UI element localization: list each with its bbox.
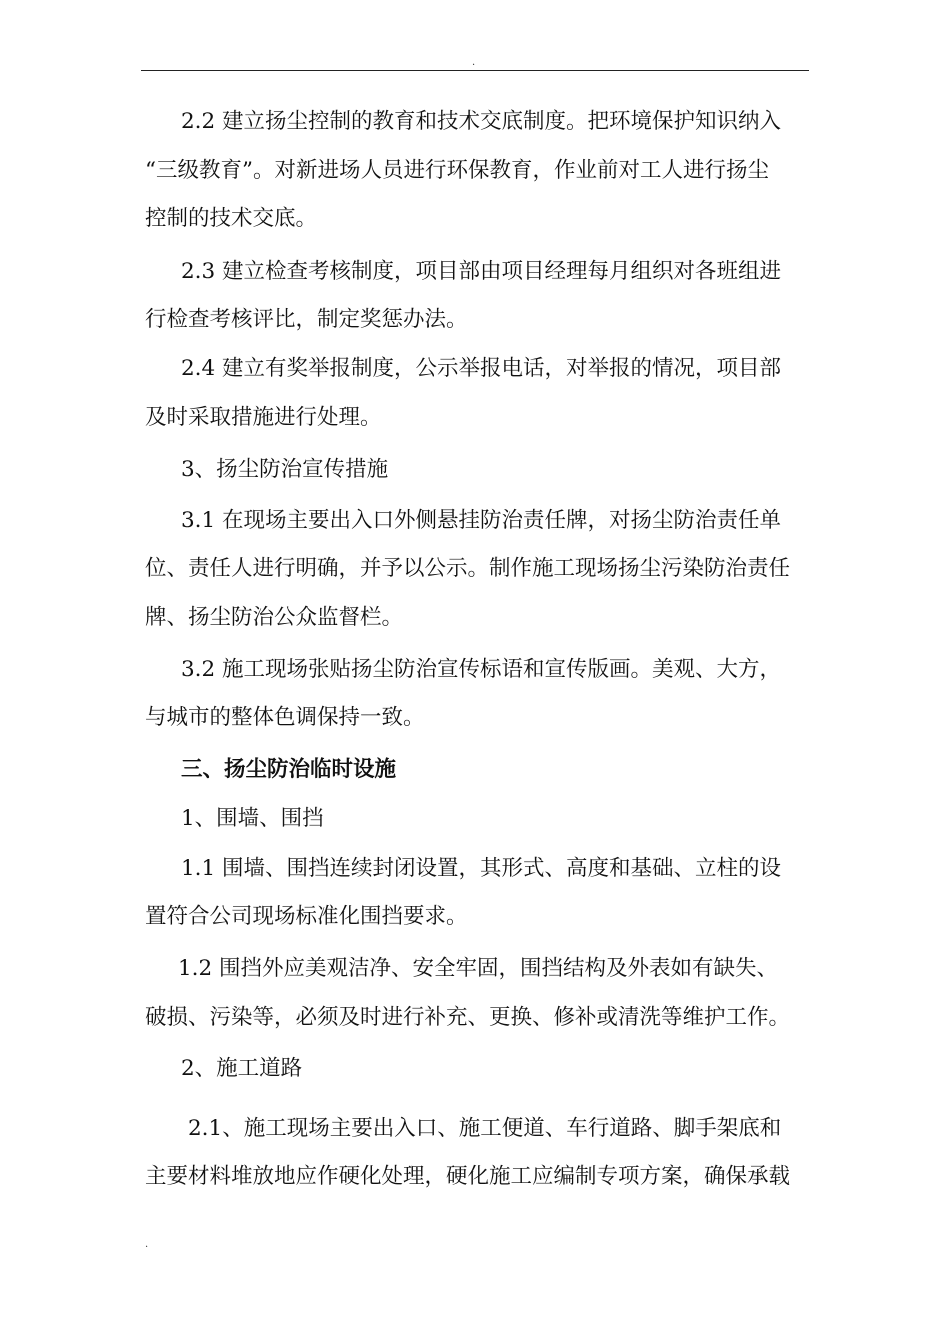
header-rule <box>141 70 809 71</box>
paragraph-2-2-line-3: 控制的技术交底。 <box>145 206 318 231</box>
paragraph-1-2-line-2: 破损、污染等，必须及时进行补充、更换、修补或清洗等维护工作。 <box>145 1005 791 1030</box>
subsection-1-heading: 1、围墙、围挡 <box>181 806 324 831</box>
paragraph-2-1-line-2: 主要材料堆放地应作硬化处理，硬化施工应编制专项方案，确保承载 <box>145 1164 791 1189</box>
paragraph-3-2-line-2: 与城市的整体色调保持一致。 <box>145 705 425 730</box>
paragraph-1-1-line-1: 1.1 围墙、围挡连续封闭设置，其形式、高度和基础、立柱的设 <box>181 856 782 881</box>
chapter-3-heading: 三、扬尘防治临时设施 <box>181 757 397 782</box>
paragraph-3-1-line-2: 位、责任人进行明确，并予以公示。制作施工现场扬尘污染防治责任 <box>145 556 791 581</box>
paragraph-2-3-line-2: 行检查考核评比，制定奖惩办法。 <box>145 307 468 332</box>
paragraph-2-3-line-1: 2.3 建立检查考核制度，项目部由项目经理每月组织对各班组进 <box>181 259 782 284</box>
paragraph-2-2-line-1: 2.2 建立扬尘控制的教育和技术交底制度。把环境保护知识纳入 <box>181 109 782 134</box>
paragraph-2-2-line-2: “三级教育”。对新进场人员进行环保教育，作业前对工人进行扬尘 <box>145 158 769 183</box>
subsection-2-heading: 2、施工道路 <box>181 1056 303 1081</box>
section-3-heading: 3、扬尘防治宣传措施 <box>181 457 389 482</box>
paragraph-1-2-line-1: 1.2 围挡外应美观洁净、安全牢固，围挡结构及外表如有缺失、 <box>178 956 779 981</box>
paragraph-3-1-line-3: 牌、扬尘防治公众监督栏。 <box>145 605 404 630</box>
paragraph-1-1-line-2: 置符合公司现场标准化围挡要求。 <box>145 904 468 929</box>
paragraph-3-2-line-1: 3.2 施工现场张贴扬尘防治宣传标语和宣传版画。美观、大方， <box>181 657 782 682</box>
footer-mark: . <box>145 1239 149 1250</box>
header-mark: . <box>472 57 476 68</box>
paragraph-2-4-line-2: 及时采取措施进行处理。 <box>145 405 382 430</box>
paragraph-2-4-line-1: 2.4 建立有奖举报制度，公示举报电话，对举报的情况，项目部 <box>181 356 782 381</box>
paragraph-2-1-line-1: 2.1、施工现场主要出入口、施工便道、车行道路、脚手架底和 <box>188 1116 782 1141</box>
paragraph-3-1-line-1: 3.1 在现场主要出入口外侧悬挂防治责任牌，对扬尘防治责任单 <box>181 508 782 533</box>
